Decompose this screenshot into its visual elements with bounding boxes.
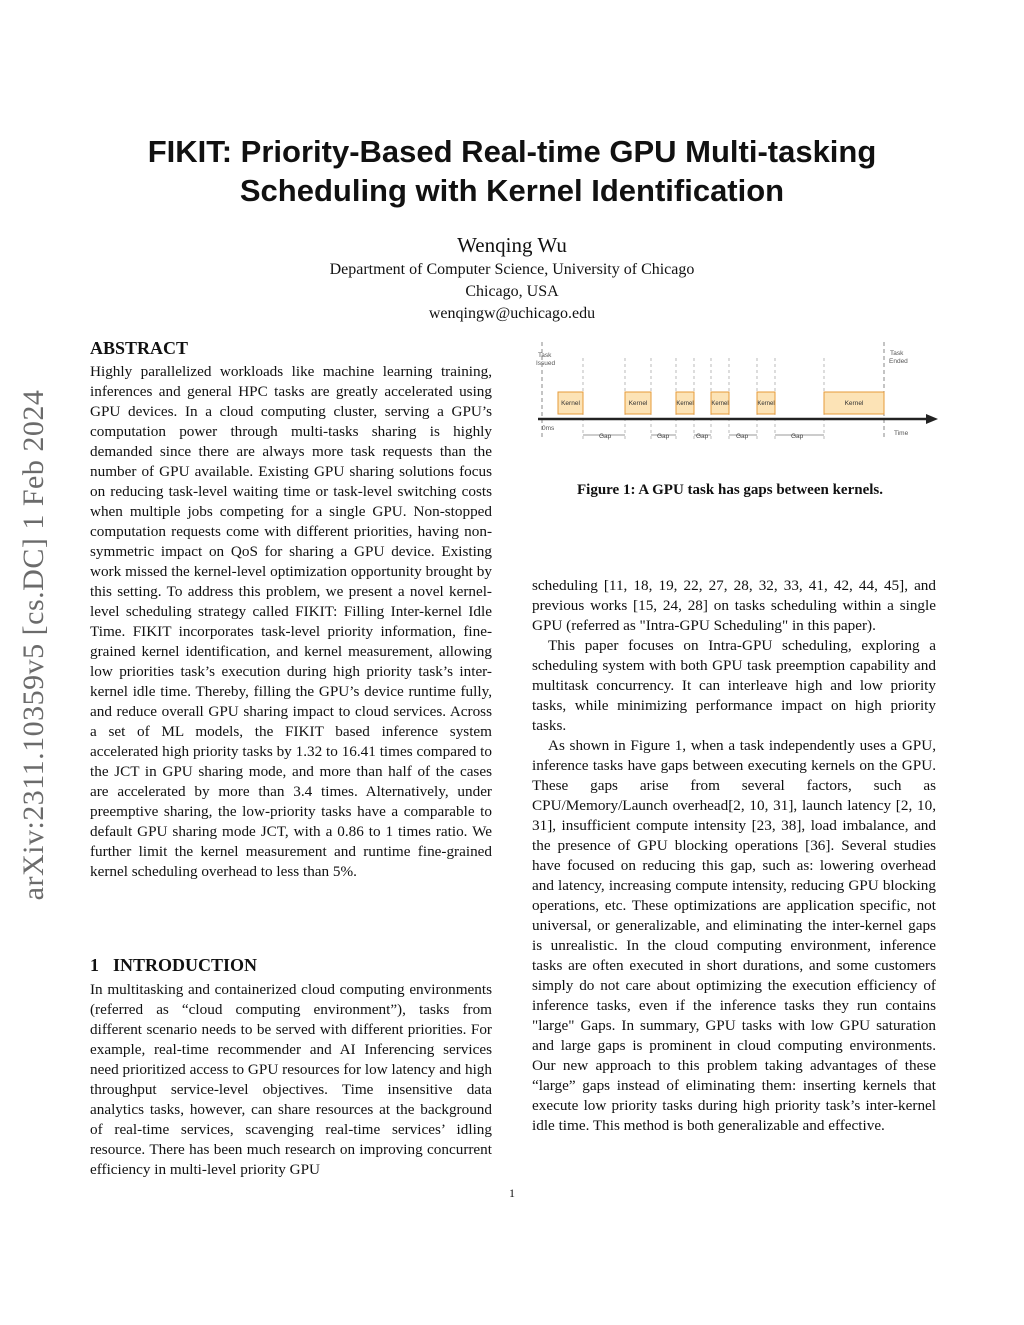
- arxiv-identifier: arXiv:2311.10359v5 [cs.DC] 1 Feb 2024: [17, 389, 50, 901]
- intro-paragraph-3: As shown in Figure 1, when a task independently uses a GPU, inference tasks have gaps between executing kernels on the GPU. These gaps arise from several factors, such as CPU/Memory/Launch overhead[2, 10, 31], launch latency [2, 10, 31], insufficient compute intensity [23, 38], load imbalance, and the presence of GPU blocking operations [36]. Several studies have focused on reducing this gap, such as: lowering overhead and latency, increasing compute intensity, reducing GPU blocking operations, etc. These optimizations are application specific, not universal, or generalizable, and eliminating the inter-kernel gaps is unrealistic. In the cloud computing environment, inference tasks are often executed in short durations, and some customers simply do not care about optimizing the execution efficiency of inference tasks, even if the inference tasks they run contains "large" Gaps. In summary, GPU tasks with low GPU saturation and large gaps is prominent in cloud computing environments. Our new approach to this problem taking advantages of these “large” gaps instead of eliminating them: inserting kernels that execute low priority tasks during high priority task’s inter-kernel idle time. This method is both generalizable and effective.: [532, 737, 936, 1134]
- kernel-label: Kernel: [757, 401, 775, 407]
- gpu-timeline-diagram: [530, 340, 940, 450]
- task-issued-label-2: Issued: [536, 360, 556, 367]
- title-line-2: Scheduling with Kernel Identification: [239, 173, 785, 208]
- figure-1: [530, 340, 940, 450]
- kernel-block: [757, 392, 775, 414]
- author-email: wenqingw@uchicago.edu: [428, 305, 596, 322]
- page-number: 1: [509, 1186, 515, 1200]
- abstract-heading: ABSTRACT: [90, 338, 189, 358]
- kernel-label: Kernel: [711, 401, 729, 407]
- author-location: Chicago, USA: [465, 283, 559, 300]
- time-label: Time: [894, 430, 909, 437]
- gap-marker: [694, 433, 711, 440]
- gap-label: Gap: [599, 433, 612, 440]
- task-ended-label-2: Ended: [889, 358, 908, 365]
- gap-label: Gap: [736, 433, 749, 440]
- kernel-label: Kernel: [844, 400, 864, 407]
- gap-label: Gap: [657, 433, 670, 440]
- intro-right-column: [532, 576, 936, 1136]
- gap-label: Gap: [791, 433, 804, 440]
- author-name: Wenqing Wu: [457, 233, 567, 257]
- intro-paragraph-1: In multitasking and containerized cloud computing environments (referred as “cloud computing environment”), tasks from different scenario needs to be served with different priorities. For example, real-time recommender and AI Inferencing services need prioritized access to GPU resources for low latency and high throughput service-level objectives. Time insensitive data analytics tasks, however, can share resources at the background of real-time services, scavenging real-time services’ idling resource. There has been much research on improving concurrent efficiency in multi-level priority GPU: [90, 981, 492, 1178]
- task-ended-label-1: Task: [890, 350, 904, 357]
- intro-paragraph-1-continued: scheduling [11, 18, 19, 22, 27, 28, 32, 33, 41, 42, 44, 45], and previous works [15, 24, 28] on tasks scheduling within a single GPU (referred as "Intra-GPU Scheduling" in this paper).: [532, 577, 936, 634]
- paper-title: [60, 132, 964, 210]
- time-axis-arrow: [926, 414, 938, 424]
- gap-marker: [729, 433, 757, 440]
- figure-1-caption: Figure 1: A GPU task has gaps between kernels.: [577, 482, 883, 498]
- author-affiliation: Department of Computer Science, University of Chicago: [329, 261, 695, 278]
- abstract-text: Highly parallelized workloads like machine learning training, inferences and general HPC tasks are greatly accelerated using GPU devices. In a cloud computing cluster, serving a GPU’s computation power through multi-tasks sharing is highly demanded since there are always more task requests than the number of GPU available. Existing GPU sharing solutions focus on reducing task-level waiting time or task-level switching costs when multiple jobs competing for a single GPU. Non-stopped computation requests come with different priorities, having non-symmetric impact on QoS for sharing a GPU device. Existing work missed the kernel-level optimization opportunity brought by this setting. To address this problem, we present a novel kernel-level scheduling strategy called FIKIT: Filling Inter-kernel Idle Time. FIKIT incorporates task-level priority information, fine-grained kernel identification, and kernel measurement, allowing low priorities task’s execution during high priority task’s inter-kernel idle time. Thereby, filling the GPU’s device runtime fully, and reduce overall GPU sharing impact to cloud services. Across a set of ML models, the FIKIT based inference system accelerated high priority tasks by 1.32 to 16.41 times compared to the JCT in GPU sharing mode, and more than half of the cases are accelerated by more than 3.4 times. Alternatively, under preemptive sharing, the low-priority tasks have a comparable to default GPU sharing mode JCT, with a 0.86 to 1 times ratio. We further limit the kernel measurement and runtime fine-grained kernel scheduling overhead to less than 5%.: [90, 363, 492, 880]
- task-issued-label-1: Task: [538, 352, 552, 359]
- intro-paragraph-2: This paper focuses on Intra-GPU scheduling, exploring a scheduling system with both GPU task preemption capability and multitask concurrency. It can interleave high and low priority tasks, while minimizing performance impact on high priority tasks.: [532, 637, 936, 734]
- intro-section-number: 1: [90, 955, 99, 975]
- gap-label: Gap: [696, 433, 709, 440]
- gap-marker: [583, 433, 625, 440]
- kernel-block: [625, 392, 651, 414]
- abstract-body: [90, 362, 492, 882]
- kernel-block: [676, 392, 694, 414]
- kernel-block: [558, 392, 583, 414]
- kernel-block: [824, 392, 884, 414]
- zero-ms-label: 0ms: [542, 425, 555, 432]
- intro-left-column: [90, 980, 492, 1180]
- kernel-label: Kernel: [676, 401, 694, 407]
- intro-section-title: INTRODUCTION: [113, 955, 258, 975]
- kernel-label: Kernel: [628, 400, 648, 407]
- kernel-block: [711, 392, 729, 414]
- gap-marker: [651, 433, 676, 440]
- title-line-1: FIKIT: Priority-Based Real-time GPU Multi-tasking: [147, 134, 877, 169]
- kernel-label: Kernel: [561, 400, 580, 407]
- intro-heading: [90, 954, 257, 976]
- gap-marker: [775, 433, 824, 440]
